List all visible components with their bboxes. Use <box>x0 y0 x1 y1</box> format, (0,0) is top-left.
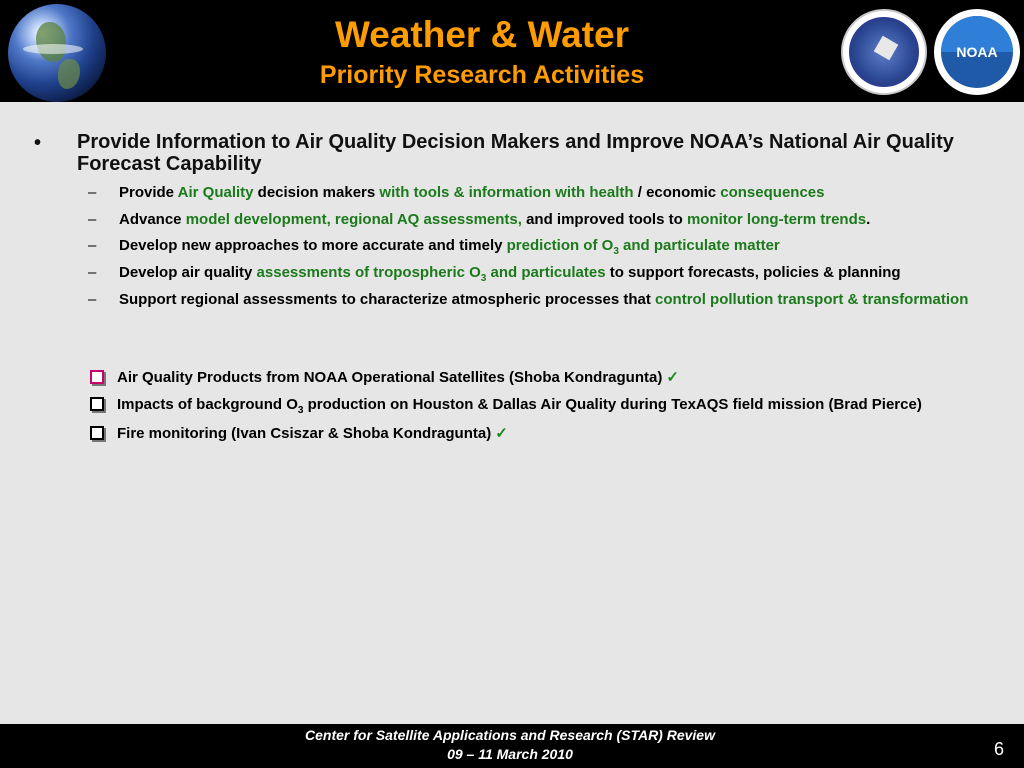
footer-line-1: Center for Satellite Applications and Research (STAR) Review <box>305 727 715 743</box>
sub-bullet-4: – Develop air quality assessments of tropospheric $O_3$ and particulates to support forecasts, policies & planning <box>88 264 901 284</box>
noaa-logo-text: NOAA <box>956 44 998 60</box>
noaa-nesdis-star-seal-logo <box>841 9 927 95</box>
sub-bullet-3: – Develop new approaches to more accurate and timely prediction of $O_3$ and particulate matter <box>88 237 780 257</box>
page-number: 6 <box>993 739 1004 759</box>
task-item-2: Impacts of background $O_3$ production on Houston & Dallas Air Quality during TexAQS field mission (Brad Pierce) <box>90 396 922 416</box>
noaa-seal-logo <box>934 9 1020 95</box>
checkbox-icon <box>90 426 104 440</box>
task-item-1: Air Quality Products from NOAA Operational Satellites (Shoba Kondragunta) ✓ <box>90 368 679 386</box>
checkbox-icon <box>90 370 104 384</box>
checkmark-icon: ✓ <box>666 369 679 386</box>
main-bullet-text: Provide Information to Air Quality Decision Makers and Improve NOAA’s National Air Quality Forecast Capability <box>77 131 954 175</box>
sub-bullet-2: – Advance model development, regional AQ assessments, and improved tools to monitor long-term trends. <box>88 211 871 228</box>
footer-text <box>0 726 1020 764</box>
task-item-3: Fire monitoring (Ivan Csiszar & Shoba Kondragunta) ✓ <box>90 424 508 442</box>
checkmark-icon: ✓ <box>495 425 508 442</box>
checkbox-icon <box>90 397 104 411</box>
slide-subtitle: Priority Research Activities <box>319 61 645 89</box>
sub-bullet-5: – Support regional assessments to characterize atmospheric processes that control pollution transport & transformation <box>88 291 969 308</box>
slide-header <box>0 0 1024 102</box>
slide-footer <box>0 724 1024 768</box>
slide-body <box>0 102 1024 724</box>
sub-bullet-1: – Provide Air Quality decision makers with tools & information with health / economic consequences <box>88 184 825 201</box>
main-bullet-marker: • <box>34 132 42 154</box>
slide-title: Weather & Water <box>334 14 629 55</box>
footer-line-2: 09 – 11 March 2010 <box>447 746 573 762</box>
